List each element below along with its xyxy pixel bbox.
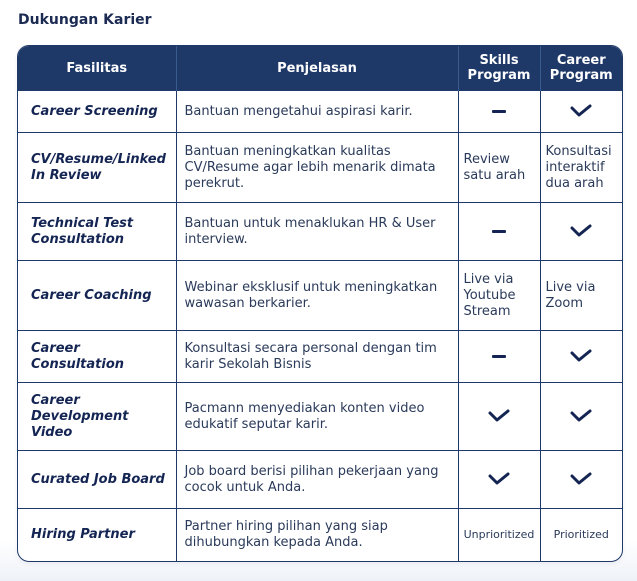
check-icon (570, 409, 592, 423)
program-cell-text: Live via Zoom (545, 279, 596, 311)
dash-icon (492, 110, 506, 113)
facility-name: Curated Job Board (18, 451, 176, 509)
facility-name: Career Development Video (18, 383, 176, 451)
skills-program-cell (458, 451, 540, 509)
table-row (18, 91, 622, 133)
program-cell-text: Konsultasi interaktif dua arah (545, 143, 612, 191)
facility-name: Career Coaching (18, 261, 176, 331)
skills-program-cell (458, 203, 540, 261)
facility-description: Partner hiring pilihan yang siap dihubungkan kepada Anda. (176, 509, 458, 561)
check-icon (570, 104, 592, 118)
facility-description: Bantuan meningkatkan kualitas CV/Resume agar lebih menarik dimata perekrut. (176, 133, 458, 203)
career-support-table (17, 45, 623, 562)
program-cell-text: Unprioritized (463, 527, 535, 541)
career-program-cell (540, 331, 622, 383)
career-program-cell (540, 261, 622, 331)
table-row (18, 261, 622, 331)
program-cell-text: Prioritized (553, 527, 609, 541)
facility-name: Career Screening (18, 91, 176, 133)
header-career-program: Career Program (540, 46, 622, 91)
skills-program-cell (458, 331, 540, 383)
dash-icon (492, 355, 506, 358)
career-program-cell (540, 203, 622, 261)
check-icon (570, 224, 592, 238)
page-title: Dukungan Karier (18, 12, 152, 28)
facility-description: Pacmann menyediakan konten video edukatif seputar karir. (176, 383, 458, 451)
comparison-table (18, 46, 622, 561)
skills-program-cell (458, 133, 540, 203)
header-penjelasan: Penjelasan (176, 46, 458, 91)
table-row (18, 509, 622, 561)
facility-description: Bantuan mengetahui aspirasi karir. (176, 91, 458, 133)
check-icon (488, 409, 510, 423)
header-fasilitas: Fasilitas (18, 46, 176, 91)
program-cell-text: Review satu arah (463, 151, 526, 183)
facility-description: Job board berisi pilihan pekerjaan yang cocok untuk Anda. (176, 451, 458, 509)
facility-description: Bantuan untuk menaklukan HR & User interview. (176, 203, 458, 261)
check-icon (570, 349, 592, 363)
facility-description: Konsultasi secara personal dengan tim karir Sekolah Bisnis (176, 331, 458, 383)
program-cell-text: Live via Youtube Stream (463, 271, 516, 319)
skills-program-cell (458, 383, 540, 451)
header-skills-program: Skills Program (458, 46, 540, 91)
table-row (18, 451, 622, 509)
facility-name: Hiring Partner (18, 509, 176, 561)
career-program-cell (540, 133, 622, 203)
career-program-cell (540, 509, 622, 561)
table-header-row (18, 46, 622, 91)
table-row (18, 383, 622, 451)
career-program-cell (540, 451, 622, 509)
dash-icon (492, 230, 506, 233)
skills-program-cell (458, 261, 540, 331)
check-icon (570, 472, 592, 486)
facility-description: Webinar eksklusif untuk meningkatkan wawasan berkarier. (176, 261, 458, 331)
facility-name: Career Consultation (18, 331, 176, 383)
skills-program-cell (458, 91, 540, 133)
table-row (18, 133, 622, 203)
skills-program-cell (458, 509, 540, 561)
table-row (18, 203, 622, 261)
career-program-cell (540, 91, 622, 133)
career-program-cell (540, 383, 622, 451)
facility-name: Technical Test Consultation (18, 203, 176, 261)
check-icon (488, 472, 510, 486)
table-row (18, 331, 622, 383)
facility-name: CV/Resume/Linked In Review (18, 133, 176, 203)
